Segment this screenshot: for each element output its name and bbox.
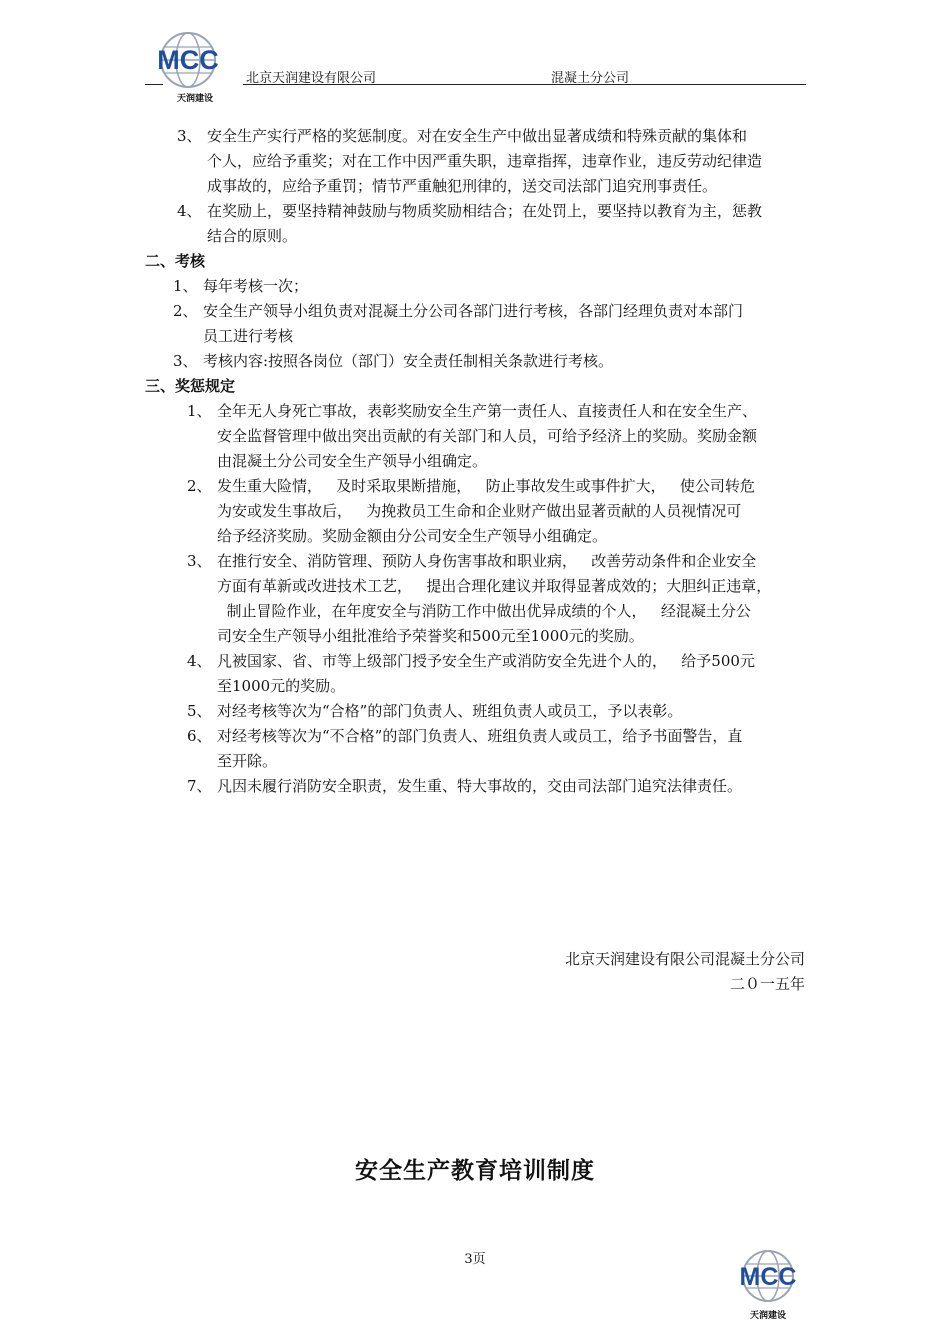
logo-mcc-text: MCC [739, 1263, 797, 1291]
list-item-number: 3、 [177, 127, 202, 145]
list-item-text: 结合的原则。 [207, 227, 298, 245]
list-item-text: 为安或发生事故后， 为挽救员工生命和企业财产做出显著贡献的人员视情况可 [217, 502, 742, 520]
logo-subtitle: 天润建设 [177, 94, 214, 104]
list-item-text: 凡因未履行消防安全职责，发生重、特大事故的，交由司法部门追究法律责任。 [217, 777, 743, 795]
page-number: 3页 [464, 1252, 486, 1267]
list-item-text: 考核内容:按照各岗位（部门）安全责任制相关条款进行考核。 [203, 352, 614, 370]
list-item-text: 在奖励上，要坚持精神鼓励与物质奖励相结合；在处罚上，要坚持以教育为主，惩教 [207, 202, 763, 220]
list-item-number: 1、 [173, 277, 198, 295]
list-item-number: 7、 [187, 777, 212, 795]
list-item-number: 3、 [173, 352, 198, 370]
document-title: 安全生产教育培训制度 [355, 1157, 595, 1184]
list-item-number: 4、 [177, 202, 202, 220]
list-item-text: 个人，应给予重奖；对在工作中因严重失职，违章指挥，违章作业，违反劳动纪律造 [207, 152, 763, 170]
list-item-number: 3、 [187, 552, 212, 570]
footer-logo [718, 1248, 818, 1324]
list-item-number: 5、 [187, 702, 212, 720]
list-item-text: 对经考核等次为“不合格”的部门负责人、班组负责人或员工，给予书面警告，直 [217, 727, 743, 745]
list-item-text: 安全监督管理中做出突出贡献的有关部门和人员，可给予经济上的奖励。奖励金额 [217, 427, 758, 445]
list-item-text: 由混凝土分公司安全生产领导小组确定。 [217, 452, 488, 470]
list-item-text: 每年考核一次； [203, 277, 309, 295]
list-item-text: 全年无人身死亡事故，表彰奖励安全生产第一责任人、直接责任人和在安全生产、 [217, 402, 758, 420]
list-item-text: 安全生产实行严格的奖惩制度。对在安全生产中做出显著成绩和特殊贡献的集体和 [207, 127, 748, 145]
header-logo [133, 30, 243, 110]
mcc-globe-icon [133, 30, 243, 100]
list-item-number: 1、 [187, 402, 212, 420]
list-item-text: 对经考核等次为“合格”的部门负责人、班组负责人或员工，予以表彰。 [217, 702, 683, 720]
list-item-text: 在推行安全、消防管理、预防人身伤害事故和职业病， 改善劳动条件和企业安全 [217, 552, 757, 570]
list-item-text: 司安全生产领导小组批准给予荣誉奖和500元至1000元的奖励。 [217, 627, 644, 645]
list-item-text: 凡被国家、省、市等上级部门授予安全生产或消防安全先进个人的， 给予500元 [217, 652, 755, 670]
section-heading-rewards: 三、奖惩规定 [145, 377, 236, 395]
section-heading-assessment: 二、考核 [145, 252, 206, 270]
list-item-number: 4、 [187, 652, 212, 670]
list-item-number: 2、 [173, 302, 198, 320]
list-item-text: 安全生产领导小组负责对混凝土分公司各部门进行考核，各部门经理负责对本部门 [203, 302, 744, 320]
list-item-text: 给予经济奖励。奖励金额由分公司安全生产领导小组确定。 [217, 527, 608, 545]
mcc-globe-icon [718, 1248, 818, 1310]
list-item-text: 发生重大险情， 及时采取果断措施， 防止事故发生或事件扩大， 使公司转危 [217, 477, 755, 495]
signature-year: 二０一五年 [729, 975, 805, 993]
list-item-text: 成事故的，应给予重罚；情节严重触犯刑律的，送交司法部门追究刑事责任。 [207, 177, 718, 195]
list-item-number: 2、 [187, 477, 212, 495]
list-item-number: 6、 [187, 727, 212, 745]
logo-mcc-text: MCC [157, 45, 219, 75]
header-branch: 混凝土分公司 [551, 71, 630, 86]
list-item-text: 方面有革新或改进技术工艺， 提出合理化建议并取得显著成效的；大胆纠正违章， [217, 577, 772, 595]
signature-org: 北京天润建设有限公司混凝土分公司 [564, 950, 805, 968]
list-item-text: 至1000元的奖励。 [217, 677, 346, 695]
header-rule-left [145, 84, 163, 85]
list-item-text: 制止冒险作业，在年度安全与消防工作中做出优异成绩的个人， 经混凝土分公 [217, 602, 751, 620]
logo-subtitle: 天润建设 [750, 1311, 787, 1321]
header-company: 北京天润建设有限公司 [246, 71, 377, 86]
list-item-text: 员工进行考核 [203, 327, 294, 345]
list-item-text: 至开除。 [217, 752, 278, 770]
